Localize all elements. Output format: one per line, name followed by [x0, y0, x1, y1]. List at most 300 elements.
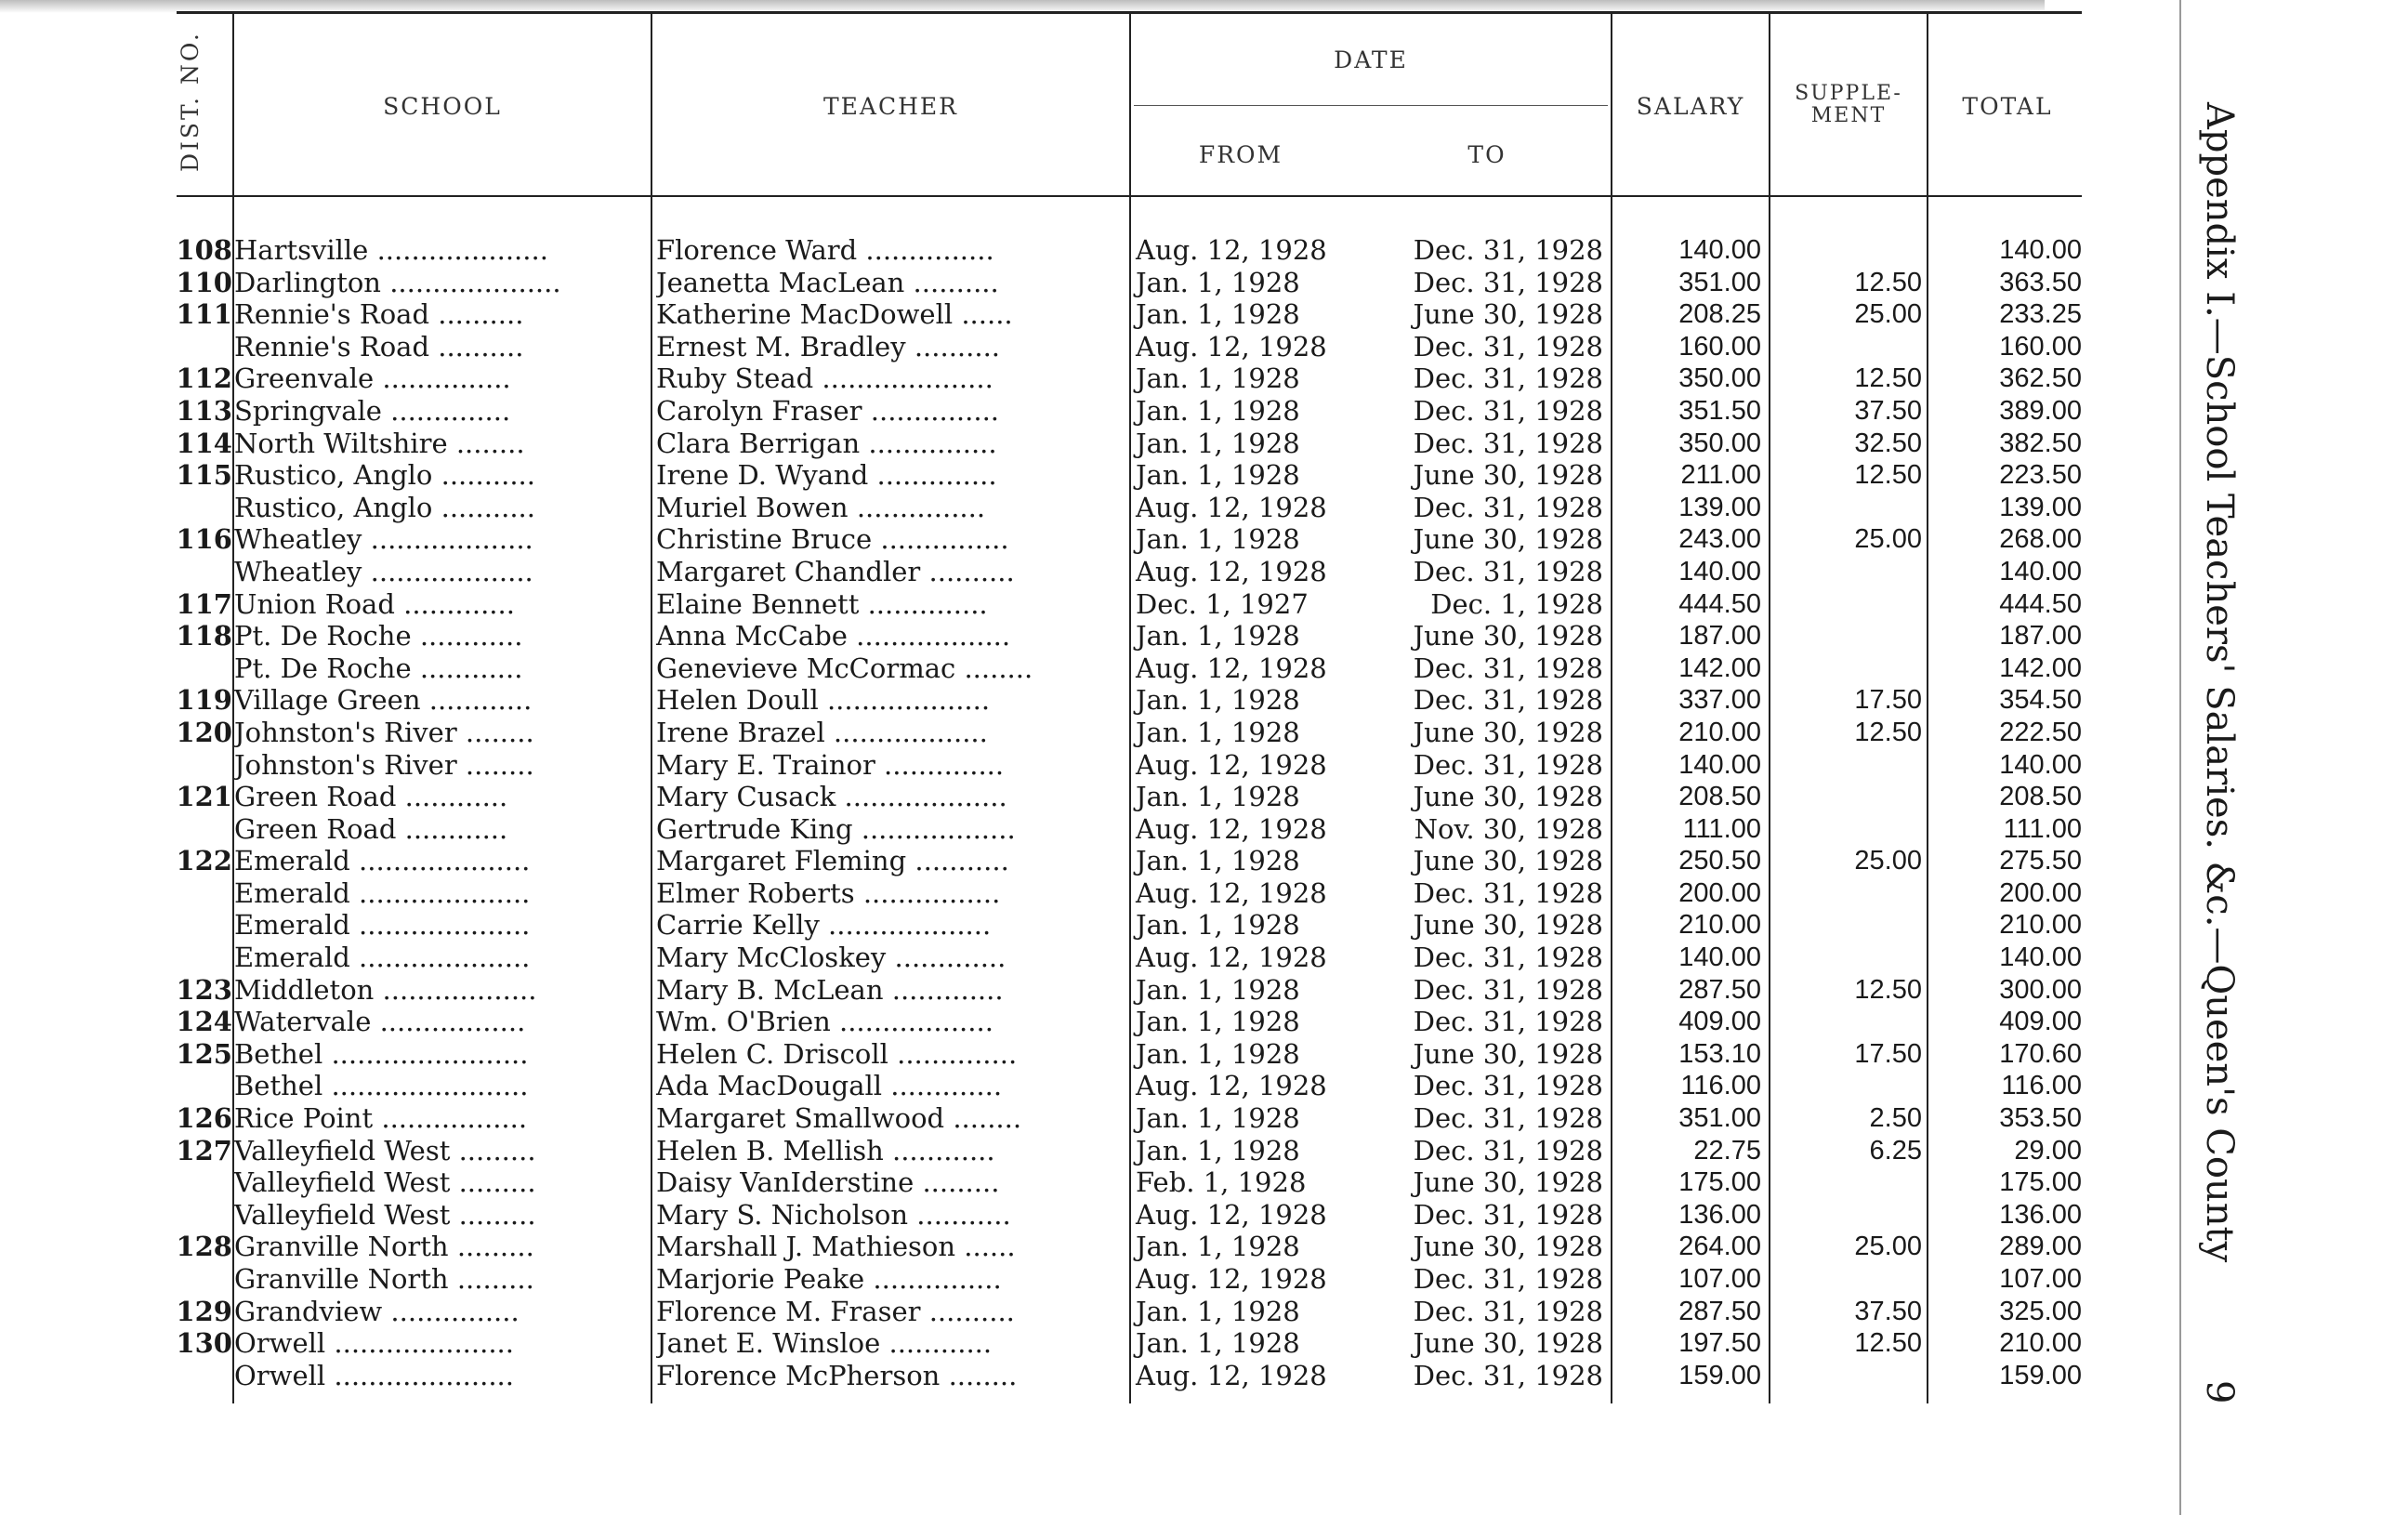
dist-no-cell: 121 [176, 781, 232, 813]
school-cell: Emerald .................... [234, 942, 531, 974]
teacher-cell: Irene D. Wyand .............. [656, 459, 997, 492]
dist-no-cell: 130 [176, 1327, 232, 1360]
school-cell: Rennie's Road .......... [234, 298, 524, 331]
header-total: TOTAL [1962, 93, 2053, 120]
from-date-cell: Jan. 1, 1928 [1136, 1037, 1300, 1070]
to-date-cell: Dec. 31, 1928 [1413, 1134, 1603, 1166]
table-row [0, 974, 2138, 1007]
school-cell: Johnston's River ........ [234, 748, 534, 781]
supplement-cell: 17.50 [1854, 1038, 1922, 1069]
supplement-cell: 12.50 [1854, 363, 1922, 394]
from-date-cell: Jan. 1, 1928 [1136, 459, 1300, 492]
from-date-cell: Feb. 1, 1928 [1136, 1166, 1307, 1199]
supplement-cell: 37.50 [1854, 1296, 1922, 1326]
dist-no-cell: 118 [176, 620, 232, 652]
dist-no-cell: 116 [176, 523, 232, 556]
from-date-cell: Jan. 1, 1928 [1136, 973, 1300, 1006]
school-cell: Village Green ............ [234, 684, 533, 717]
from-date-cell: Jan. 1, 1928 [1136, 298, 1300, 331]
total-cell: 29.00 [2014, 1135, 2082, 1166]
salary-cell: 208.25 [1678, 299, 1761, 330]
table-row [0, 942, 2138, 974]
salary-cell: 136.00 [1678, 1199, 1761, 1230]
to-date-cell: Dec. 31, 1928 [1413, 362, 1603, 395]
dist-no-cell: 120 [176, 716, 232, 748]
teacher-cell: Ruby Stead .................... [656, 362, 993, 395]
to-date-cell: June 30, 1928 [1413, 1037, 1603, 1070]
school-cell: Wheatley ................... [234, 523, 533, 556]
to-date-cell: Dec. 31, 1928 [1413, 1263, 1603, 1295]
supplement-cell: 6.25 [1869, 1135, 1922, 1166]
header-from: FROM [1198, 141, 1283, 168]
table-row [0, 395, 2138, 428]
supplement-cell: 25.00 [1854, 524, 1922, 555]
dist-no-cell: 129 [176, 1295, 232, 1327]
salary-cell: 139.00 [1678, 492, 1761, 522]
total-cell: 289.00 [1999, 1232, 2082, 1262]
supplement-cell: 12.50 [1854, 1328, 1922, 1359]
table-row [0, 1327, 2138, 1360]
from-date-cell: Jan. 1, 1928 [1136, 620, 1300, 652]
to-date-cell: Dec. 31, 1928 [1413, 427, 1603, 459]
table-row [0, 1296, 2138, 1328]
school-cell: Green Road ............ [234, 781, 508, 813]
from-date-cell: Jan. 1, 1928 [1136, 427, 1300, 459]
school-cell: Wheatley ................... [234, 555, 533, 587]
total-cell: 140.00 [1999, 235, 2082, 265]
total-cell: 140.00 [1999, 942, 2082, 973]
teacher-cell: Florence McPherson ........ [656, 1359, 1018, 1391]
from-date-cell: Jan. 1, 1928 [1136, 362, 1300, 395]
dist-no-cell: 117 [176, 587, 232, 620]
to-date-cell: Dec. 31, 1928 [1413, 394, 1603, 427]
to-date-cell: Dec. 31, 1928 [1413, 748, 1603, 781]
teacher-cell: Marjorie Peake ............... [656, 1263, 1002, 1295]
salary-cell: 197.50 [1678, 1328, 1761, 1359]
salary-cell: 351.50 [1678, 395, 1761, 426]
school-cell: Darlington .................... [234, 266, 561, 298]
school-cell: Granville North ......... [234, 1263, 534, 1295]
teacher-cell: Gertrude King .................. [656, 812, 1016, 845]
header-dist-no: DIST. NO. [177, 31, 204, 172]
teacher-cell: Helen B. Mellish ............ [656, 1134, 995, 1166]
salary-cell: 250.50 [1678, 846, 1761, 876]
header-supplement-line2: MENT [1810, 104, 1887, 127]
teacher-cell: Mary B. McLean ............. [656, 973, 1004, 1006]
table-row [0, 877, 2138, 910]
salary-cell: 351.00 [1678, 1103, 1761, 1134]
to-date-cell: Dec. 31, 1928 [1413, 1359, 1603, 1391]
school-cell: Union Road ............. [234, 587, 515, 620]
teacher-cell: Genevieve McCormac ........ [656, 652, 1033, 684]
salary-cell: 210.00 [1678, 910, 1761, 941]
salary-cell: 140.00 [1678, 235, 1761, 265]
header-date: DATE [1334, 46, 1408, 73]
dist-no-cell: 108 [176, 234, 232, 266]
teacher-cell: Helen C. Driscoll .............. [656, 1037, 1018, 1070]
dist-no-cell: 122 [176, 845, 232, 877]
teacher-cell: Anna McCabe .................. [656, 620, 1011, 652]
salary-cell: 208.50 [1678, 782, 1761, 812]
teacher-cell: Ada MacDougall ............. [656, 1070, 1003, 1102]
table-row [0, 781, 2138, 813]
salary-cell: 140.00 [1678, 556, 1761, 586]
from-date-cell: Aug. 12, 1928 [1136, 330, 1327, 362]
supplement-cell: 2.50 [1869, 1103, 1922, 1134]
total-cell: 325.00 [1999, 1296, 2082, 1326]
table-row [0, 1231, 2138, 1263]
salary-cell: 140.00 [1678, 942, 1761, 973]
total-cell: 140.00 [1999, 749, 2082, 780]
total-cell: 222.50 [1999, 717, 2082, 747]
total-cell: 363.50 [1999, 267, 2082, 297]
to-date-cell: Dec. 31, 1928 [1413, 266, 1603, 298]
total-cell: 142.00 [1999, 652, 2082, 683]
salary-cell: 243.00 [1678, 524, 1761, 555]
teacher-cell: Elaine Bennett .............. [656, 587, 988, 620]
table-row [0, 1038, 2138, 1071]
total-cell: 354.50 [1999, 685, 2082, 716]
school-cell: Rustico, Anglo ........... [234, 459, 535, 492]
from-date-cell: Aug. 12, 1928 [1136, 555, 1327, 587]
to-date-cell: Dec. 31, 1928 [1413, 876, 1603, 909]
school-cell: Emerald .................... [234, 876, 531, 909]
school-cell: North Wiltshire ........ [234, 427, 525, 459]
school-cell: Springvale .............. [234, 394, 511, 427]
salary-cell: 211.00 [1680, 460, 1761, 491]
salary-cell: 350.00 [1678, 363, 1761, 394]
salary-table-body [0, 234, 2138, 1391]
supplement-cell: 12.50 [1854, 267, 1922, 297]
school-cell: Granville North ......... [234, 1231, 534, 1263]
teacher-cell: Elmer Roberts ................ [656, 876, 1001, 909]
salary-cell: 337.00 [1678, 685, 1761, 716]
school-cell: Johnston's River ........ [234, 716, 534, 748]
to-date-cell: Dec. 31, 1928 [1413, 973, 1603, 1006]
to-date-cell: Dec. 31, 1928 [1413, 1102, 1603, 1135]
salary-cell: 187.00 [1678, 621, 1761, 652]
school-cell: Bethel ....................... [234, 1037, 529, 1070]
school-cell: Green Road ............ [234, 812, 508, 845]
dist-no-cell: 114 [176, 427, 232, 459]
teacher-cell: Mary E. Trainor .............. [656, 748, 1005, 781]
total-cell: 175.00 [1999, 1167, 2082, 1198]
to-date-cell: Dec. 31, 1928 [1413, 942, 1603, 974]
from-date-cell: Jan. 1, 1928 [1136, 1134, 1300, 1166]
dist-no-cell: 119 [176, 684, 232, 717]
salary-cell: 210.00 [1678, 717, 1761, 747]
to-date-cell: June 30, 1928 [1413, 459, 1603, 492]
total-cell: 444.50 [1999, 588, 2082, 619]
table-row [0, 459, 2138, 492]
table-row [0, 1199, 2138, 1232]
teacher-cell: Ernest M. Bradley .......... [656, 330, 1001, 362]
total-cell: 223.50 [1999, 460, 2082, 491]
from-date-cell: Aug. 12, 1928 [1136, 1198, 1327, 1231]
total-cell: 107.00 [1999, 1264, 2082, 1294]
from-date-cell: Jan. 1, 1928 [1136, 266, 1300, 298]
table-row [0, 362, 2138, 395]
school-cell: Orwell ..................... [234, 1359, 514, 1391]
total-cell: 111.00 [2003, 813, 2082, 844]
table-row [0, 684, 2138, 717]
teacher-cell: Mary S. Nicholson ........... [656, 1198, 1011, 1231]
supplement-cell: 17.50 [1854, 685, 1922, 716]
total-cell: 210.00 [1999, 910, 2082, 941]
teacher-cell: Margaret Chandler .......... [656, 555, 1015, 587]
school-cell: Grandview ............... [234, 1295, 520, 1327]
from-date-cell: Jan. 1, 1928 [1136, 1231, 1300, 1263]
salary-cell: 287.50 [1678, 1296, 1761, 1326]
to-date-cell: Dec. 1, 1928 [1430, 587, 1603, 620]
salary-cell: 200.00 [1678, 877, 1761, 908]
supplement-cell: 12.50 [1854, 717, 1922, 747]
salary-cell: 140.00 [1678, 749, 1761, 780]
school-cell: Rustico, Anglo ........... [234, 491, 535, 523]
total-cell: 116.00 [2001, 1071, 2082, 1101]
table-row [0, 749, 2138, 782]
total-cell: 139.00 [1999, 492, 2082, 522]
total-cell: 409.00 [1999, 1007, 2082, 1037]
salary-cell: 444.50 [1678, 588, 1761, 619]
salary-cell: 287.50 [1678, 974, 1761, 1005]
table-row [0, 234, 2138, 267]
table-row [0, 717, 2138, 749]
supplement-cell: 37.50 [1854, 395, 1922, 426]
teacher-cell: Carolyn Fraser ............... [656, 394, 1000, 427]
to-date-cell: June 30, 1928 [1413, 1231, 1603, 1263]
side-running-title: Appendix I.—School Teachers' Salaries. &c.—Queen's County [2198, 102, 2241, 1263]
school-cell: Rennie's Road .......... [234, 330, 524, 362]
from-date-cell: Jan. 1, 1928 [1136, 1006, 1300, 1038]
from-date-cell: Jan. 1, 1928 [1136, 781, 1300, 813]
table-row [0, 1006, 2138, 1038]
header-supplement-line1: SUPPLE- [1795, 82, 1902, 105]
from-date-cell: Jan. 1, 1928 [1136, 909, 1300, 942]
from-date-cell: Jan. 1, 1928 [1136, 1102, 1300, 1135]
school-cell: Valleyfield West ......... [234, 1134, 536, 1166]
dist-no-cell: 124 [176, 1006, 232, 1038]
dist-no-cell: 110 [176, 266, 232, 298]
school-cell: Rice Point ................. [234, 1102, 528, 1135]
from-date-cell: Aug. 12, 1928 [1136, 1263, 1327, 1295]
total-cell: 208.50 [1999, 782, 2082, 812]
header-to: TO [1467, 141, 1507, 168]
supplement-cell: 25.00 [1854, 299, 1922, 330]
page-number: 9 [2198, 1380, 2241, 1404]
dist-no-cell: 115 [176, 459, 232, 492]
salary-cell: 107.00 [1678, 1264, 1761, 1294]
dist-no-cell: 111 [176, 298, 232, 331]
teacher-cell: Margaret Fleming ........... [656, 845, 1009, 877]
to-date-cell: June 30, 1928 [1413, 716, 1603, 748]
date-divider-rule [1134, 105, 1608, 106]
from-date-cell: Aug. 12, 1928 [1136, 491, 1327, 523]
table-row [0, 620, 2138, 652]
from-date-cell: Aug. 12, 1928 [1136, 748, 1327, 781]
from-date-cell: Aug. 12, 1928 [1136, 942, 1327, 974]
table-row [0, 845, 2138, 877]
salary-cell: 409.00 [1678, 1007, 1761, 1037]
teacher-cell: Florence M. Fraser .......... [656, 1295, 1015, 1327]
to-date-cell: June 30, 1928 [1413, 523, 1603, 556]
total-cell: 170.60 [1999, 1038, 2082, 1069]
from-date-cell: Dec. 1, 1927 [1136, 587, 1309, 620]
school-cell: Valleyfield West ......... [234, 1166, 536, 1199]
salary-cell: 111.00 [1682, 813, 1761, 844]
school-cell: Greenvale ............... [234, 362, 511, 395]
teacher-cell: Janet E. Winsloe ............ [656, 1327, 993, 1360]
from-date-cell: Jan. 1, 1928 [1136, 845, 1300, 877]
supplement-cell: 32.50 [1854, 428, 1922, 458]
to-date-cell: June 30, 1928 [1413, 1166, 1603, 1199]
salary-cell: 22.75 [1693, 1135, 1761, 1166]
teacher-cell: Helen Doull ................... [656, 684, 991, 717]
teacher-cell: Mary Cusack ................... [656, 781, 1007, 813]
table-row [0, 1070, 2138, 1102]
salary-cell: 160.00 [1678, 331, 1761, 362]
teacher-cell: Irene Brazel .................. [656, 716, 988, 748]
supplement-cell: 12.50 [1854, 460, 1922, 491]
from-date-cell: Jan. 1, 1928 [1136, 523, 1300, 556]
table-row [0, 267, 2138, 299]
school-cell: Pt. De Roche ............ [234, 620, 523, 652]
school-cell: Hartsville .................... [234, 234, 548, 266]
dist-no-cell: 125 [176, 1037, 232, 1070]
salary-cell: 175.00 [1678, 1167, 1761, 1198]
from-date-cell: Aug. 12, 1928 [1136, 652, 1327, 684]
to-date-cell: June 30, 1928 [1413, 781, 1603, 813]
supplement-cell: 25.00 [1854, 1232, 1922, 1262]
to-date-cell: Dec. 31, 1928 [1413, 652, 1603, 684]
table-row [0, 298, 2138, 331]
teacher-cell: Daisy VanIderstine ......... [656, 1166, 1000, 1199]
to-date-cell: Dec. 31, 1928 [1413, 234, 1603, 266]
table-row [0, 813, 2138, 846]
total-cell: 389.00 [1999, 395, 2082, 426]
total-cell: 159.00 [1999, 1360, 2082, 1390]
salary-cell: 153.10 [1678, 1038, 1761, 1069]
to-date-cell: Dec. 31, 1928 [1413, 330, 1603, 362]
total-cell: 362.50 [1999, 363, 2082, 394]
from-date-cell: Aug. 12, 1928 [1136, 1359, 1327, 1391]
from-date-cell: Jan. 1, 1928 [1136, 1295, 1300, 1327]
table-row [0, 523, 2138, 556]
from-date-cell: Jan. 1, 1928 [1136, 684, 1300, 717]
from-date-cell: Aug. 12, 1928 [1136, 812, 1327, 845]
table-row [0, 652, 2138, 685]
salary-cell: 264.00 [1678, 1232, 1761, 1262]
total-cell: 136.00 [1999, 1199, 2082, 1230]
teacher-cell: Carrie Kelly ................... [656, 909, 992, 942]
dist-no-cell: 126 [176, 1102, 232, 1135]
to-date-cell: Dec. 31, 1928 [1413, 684, 1603, 717]
table-row [0, 909, 2138, 942]
salary-cell: 116.00 [1680, 1071, 1761, 1101]
dist-no-cell: 128 [176, 1231, 232, 1263]
from-date-cell: Jan. 1, 1928 [1136, 394, 1300, 427]
to-date-cell: June 30, 1928 [1413, 909, 1603, 942]
school-cell: Emerald .................... [234, 845, 531, 877]
table-row [0, 1135, 2138, 1167]
total-cell: 353.50 [1999, 1103, 2082, 1134]
from-date-cell: Aug. 12, 1928 [1136, 876, 1327, 909]
salary-cell: 142.00 [1678, 652, 1761, 683]
from-date-cell: Aug. 12, 1928 [1136, 234, 1327, 266]
page-right-rule [2179, 0, 2181, 1515]
to-date-cell: June 30, 1928 [1413, 620, 1603, 652]
from-date-cell: Jan. 1, 1928 [1136, 716, 1300, 748]
teacher-cell: Clara Berrigan ............... [656, 427, 997, 459]
school-cell: Orwell ..................... [234, 1327, 514, 1360]
total-cell: 187.00 [1999, 621, 2082, 652]
dist-no-cell: 127 [176, 1134, 232, 1166]
to-date-cell: June 30, 1928 [1413, 1327, 1603, 1360]
table-row [0, 588, 2138, 621]
teacher-cell: Mary McCloskey ............. [656, 942, 1007, 974]
school-cell: Pt. De Roche ............ [234, 652, 523, 684]
total-cell: 300.00 [1999, 974, 2082, 1005]
dist-no-cell: 113 [176, 394, 232, 427]
to-date-cell: June 30, 1928 [1413, 298, 1603, 331]
school-cell: Emerald .................... [234, 909, 531, 942]
table-row [0, 1360, 2138, 1392]
total-cell: 382.50 [1999, 428, 2082, 458]
dist-no-cell: 112 [176, 362, 232, 395]
total-cell: 275.50 [1999, 846, 2082, 876]
school-cell: Valleyfield West ......... [234, 1198, 536, 1231]
teacher-cell: Margaret Smallwood ........ [656, 1102, 1022, 1135]
to-date-cell: Dec. 31, 1928 [1413, 1198, 1603, 1231]
table-row [0, 1263, 2138, 1296]
salary-cell: 350.00 [1678, 428, 1761, 458]
header-school: SCHOOL [383, 93, 502, 120]
school-cell: Bethel ....................... [234, 1070, 529, 1102]
total-cell: 268.00 [1999, 524, 2082, 555]
salary-cell: 351.00 [1678, 267, 1761, 297]
from-date-cell: Jan. 1, 1928 [1136, 1327, 1300, 1360]
table-row [0, 428, 2138, 460]
teacher-cell: Wm. O'Brien .................. [656, 1006, 993, 1038]
total-cell: 210.00 [1999, 1328, 2082, 1359]
table-row [0, 556, 2138, 588]
teacher-cell: Katherine MacDowell ...... [656, 298, 1013, 331]
table-row [0, 1102, 2138, 1135]
teacher-cell: Muriel Bowen ............... [656, 491, 986, 523]
total-cell: 233.25 [1999, 299, 2082, 330]
header-salary: SALARY [1636, 93, 1745, 120]
school-cell: Watervale ................. [234, 1006, 526, 1038]
total-cell: 160.00 [1999, 331, 2082, 362]
total-cell: 140.00 [1999, 556, 2082, 586]
from-date-cell: Aug. 12, 1928 [1136, 1070, 1327, 1102]
to-date-cell: Dec. 31, 1928 [1413, 1070, 1603, 1102]
supplement-cell: 12.50 [1854, 974, 1922, 1005]
table-row [0, 1166, 2138, 1199]
header-teacher: TEACHER [823, 93, 958, 120]
teacher-cell: Florence Ward ............... [656, 234, 994, 266]
table-row [0, 331, 2138, 363]
school-cell: Middleton .................. [234, 973, 537, 1006]
to-date-cell: June 30, 1928 [1413, 845, 1603, 877]
to-date-cell: Dec. 31, 1928 [1413, 1006, 1603, 1038]
teacher-cell: Christine Bruce ............... [656, 523, 1009, 556]
dist-no-cell: 123 [176, 973, 232, 1006]
to-date-cell: Dec. 31, 1928 [1413, 491, 1603, 523]
to-date-cell: Dec. 31, 1928 [1413, 1295, 1603, 1327]
teacher-cell: Jeanetta MacLean .......... [656, 266, 999, 298]
teacher-cell: Marshall J. Mathieson ...... [656, 1231, 1016, 1263]
